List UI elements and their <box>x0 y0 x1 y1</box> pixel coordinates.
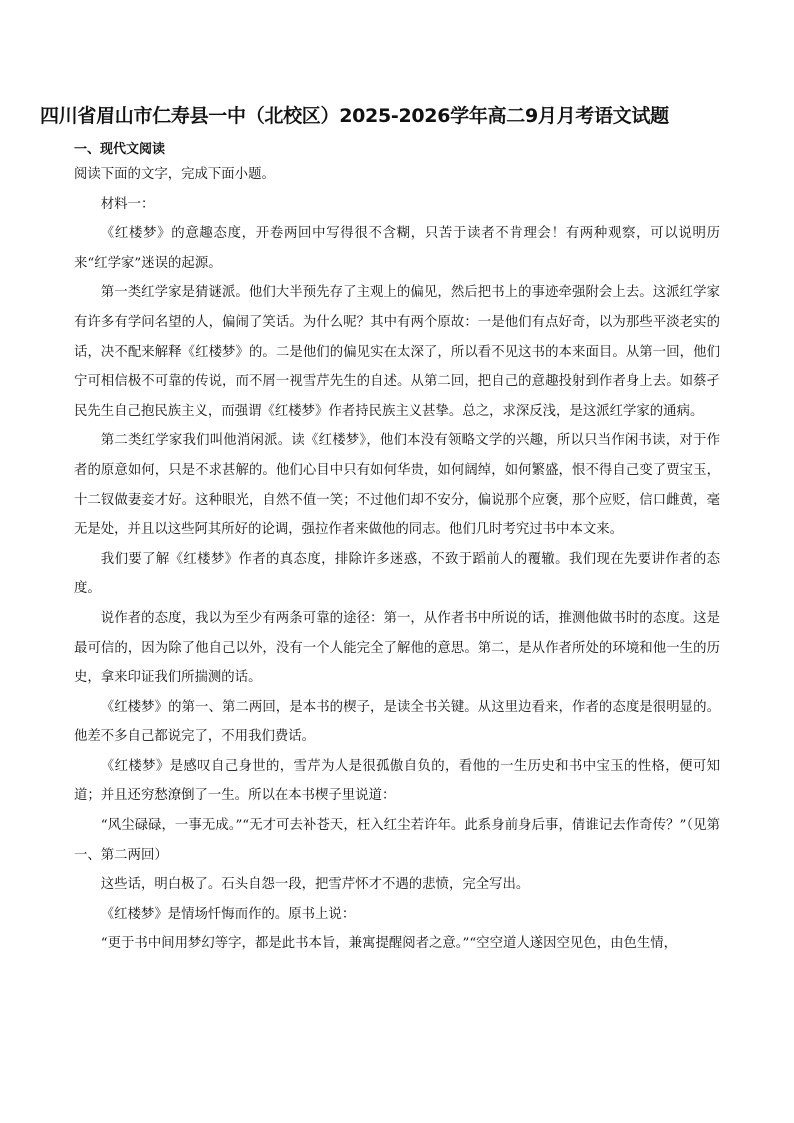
passage-body <box>74 160 720 959</box>
paragraph: 《红楼梦》的意趣态度，开卷两回中写得很不含糊，只苦于读者不肯理会！有两种观察，可以说明历来“红学家”迷误的起源。 <box>74 226 720 271</box>
paragraph: 我们要了解《红楼梦》作者的真态度，排除许多迷惑，不致于蹈前人的覆辙。我们现在先要讲作者的态度。 <box>74 551 720 597</box>
document-title: 四川省眉山市仁寿县一中（北校区）2025-2026学年高二9月月考语文试题 <box>40 105 669 127</box>
paragraph: 材料一： <box>100 196 155 212</box>
paragraph: 这些话，明白极了。石头自怨一段，把雪芹怀才不遇的悲愤，完全写出。 <box>100 877 530 893</box>
paragraph: “更于书中间用梦幻等字，都是此书本旨，兼寓提醒阅者之意。”“空空道人遂因空见色，由色生情， <box>100 936 678 952</box>
paragraph: 说作者的态度，我以为至少有两条可靠的途径：第一，从作者书中所说的话，推测他做书时的态度。这是最可信的，因为除了他自己以外，没有一个人能完全了解他的意思。第二，是从作者所处的环境和他一生的历史，拿来印证我们所揣测的话。 <box>74 610 720 686</box>
section-heading: 一、现代文阅读 <box>74 142 166 157</box>
paragraph: 《红楼梦》的第一、第二两回，是本书的楔子，是读全书关键。从这里边看来，作者的态度是很明显的。他差不多自己都说完了，不用我们费话。 <box>74 699 720 745</box>
paragraph: 阅读下面的文字，完成下面小题。 <box>74 167 275 182</box>
paragraph: 第二类红学家我们叫他消闲派。读《红楼梦》，他们本没有领略文学的兴趣，所以只当作闲书读，对于作者的原意如何，只是不求甚解的。他们心目中只有如何华贵，如何阔绰，如何繁盛，恨不得自己变了贾宝玉，十二钗做妻妾才好。这种眼光，自然不值一笑；不过他们却不安分，偏说那个应褒，那个应贬，信口雌黄，毫无是处，并且以这些阿其所好的论调，强拉作者来做他的同志。他们几时考究过书中本文来。 <box>74 433 720 538</box>
paragraph: 《红楼梦》是情场忏悔而作的。原书上说： <box>100 906 356 922</box>
paragraph: 第一类红学家是猜谜派。他们大半预先存了主观上的偏见，然后把书上的事迹牵强附会上去。这派红学家有许多有学问名望的人，偏闹了笑话。为什么呢？其中有两个原故：一是他们有点好奇，以为那些平淡老实的话，决不配来解释《红楼梦》的。二是他们的偏见实在太深了，所以看不见这书的本来面目。从第一回，他们宁可相信极不可靠的传说，而不屑一视雪芹先生的自述。从第二回，把自己的意趣投射到作者身上去。如蔡孑民先生自己抱民族主义，而强谓《红楼梦》作者持民族主义甚挚。总之，求深反浅，是这派红学家的通病。 <box>74 285 720 419</box>
paragraph: 《红楼梦》是感叹自己身世的，雪芹为人是很孤傲自负的，看他的一生历史和书中宝玉的性格，便可知道；并且还穷愁潦倒了一生。所以在本书楔子里说道： <box>74 758 720 804</box>
paragraph: “风尘碌碌，一事无成。”“无才可去补苍天，枉入红尘若许年。此系身前身后事，倩谁记去作奇传？”（见第一、第二两回） <box>74 818 720 863</box>
